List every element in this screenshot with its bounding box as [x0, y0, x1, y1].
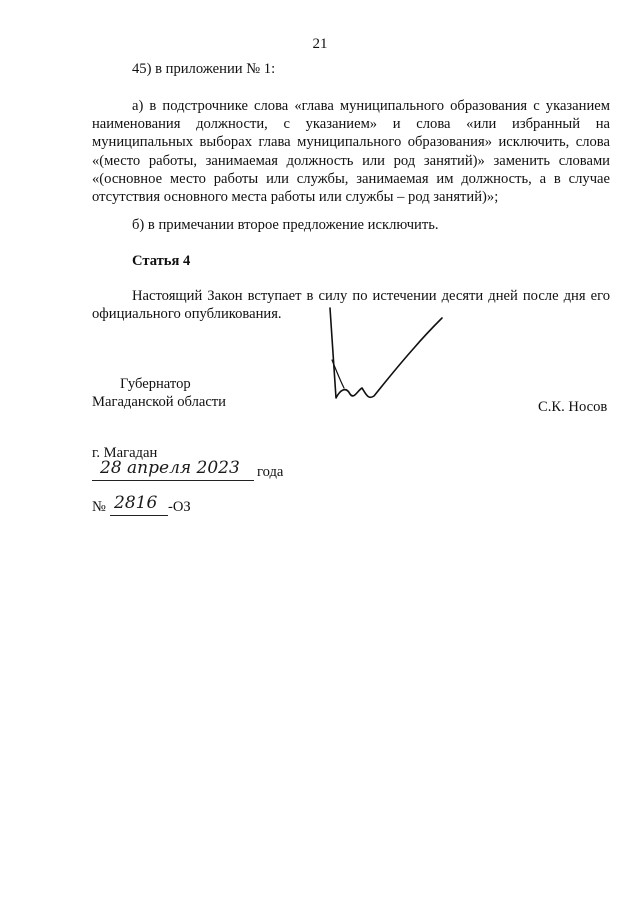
number-prefix: № [92, 499, 106, 515]
date-underline [92, 480, 254, 481]
number-suffix: -ОЗ [168, 499, 191, 515]
date-handwritten: 28 апреля 2023 [100, 458, 240, 478]
number-handwritten: 2816 [114, 493, 158, 513]
article-text: Настоящий Закон вступает в силу по истечении десяти дней после дня его официального опубликования. [92, 288, 610, 323]
signatory-title-line1: Губернатор [120, 376, 191, 392]
handwritten-signature [318, 290, 458, 420]
article-heading: Статья 4 [132, 253, 191, 269]
page-number: 21 [312, 36, 328, 52]
number-underline [110, 515, 168, 516]
item-b-paragraph: б) в примечании второе предложение исключить. [132, 217, 439, 233]
date-suffix: года [257, 464, 284, 480]
item-a-paragraph: а) в подстрочнике слова «глава муниципального образования с указанием наименования должности, с указанием» и слова «или избранный на муниципальных выборах глава муниципального образования» исключить, слова «(место работы, занимаемая должность или род занятий)» заменить словами «(основное место работы или службы, занимаемая им должность, а в случае отсутствия основного места работы или службы – род занятий)»; [92, 98, 610, 206]
signatory-name: С.К. Носов [538, 399, 608, 415]
signatory-title-line2: Магаданской области [92, 394, 226, 410]
item-45: 45) в приложении № 1: [132, 61, 276, 77]
place: г. Магадан [92, 445, 158, 461]
